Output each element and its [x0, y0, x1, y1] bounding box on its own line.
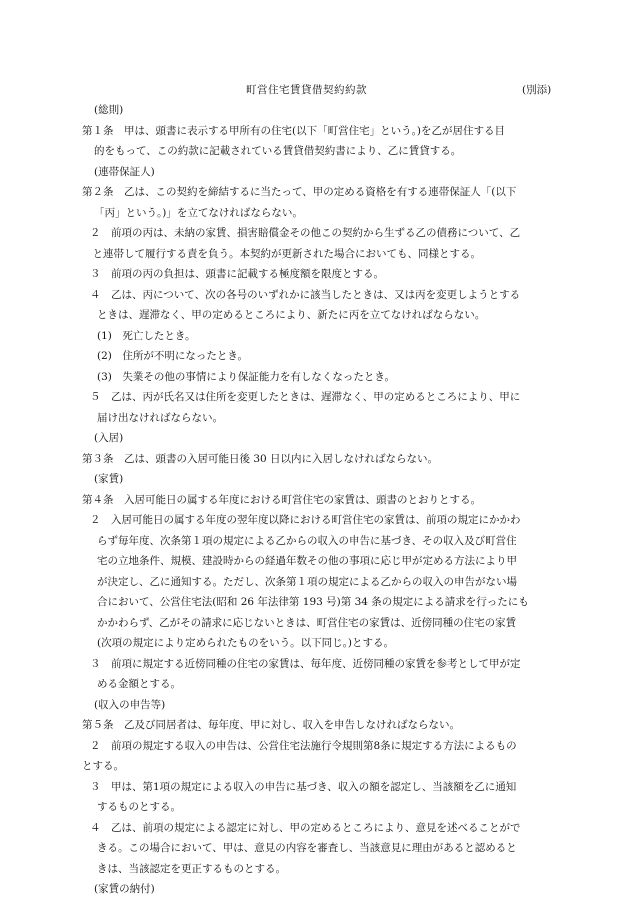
text-line: が決定し、乙に通知する。ただし、次条第１項の規定による乙からの収入の申告がない場	[97, 575, 517, 588]
text-line: 第５条 乙及び同居者は、毎年度、甲に対し、収入を申告しなければならない。	[82, 719, 460, 731]
text-line: 「丙」という。)」を立てなければならない。	[94, 206, 303, 219]
section-heading: (収入の申告等)	[94, 698, 166, 711]
text-line: きる。この場合において、甲は、意見の内容を審査し、当該意見に理由があると認めると	[97, 842, 517, 854]
text-line: ２ 前項の丙は、未納の家賃、損害賠償金その他この契約から生ずる乙の債務について、乙	[90, 227, 521, 239]
text-line: 第１条 甲は、頭書に表示する甲所有の住宅(以下「町営住宅」という。)を乙が居住する目	[82, 124, 505, 137]
text-line: ３ 前項の丙の負担は、頭書に記載する極度額を限度とする。	[90, 268, 384, 280]
text-line: (1) 死亡したとき。	[97, 329, 196, 342]
text-line: かかわらず、乙がその請求に応じないときは、町営住宅の家賃は、近傍同種の住宅の家賃	[97, 616, 517, 629]
text-line: 的をもって、この約款に記載されている賃貸借契約書により、乙に賃貸する。	[94, 145, 462, 157]
document-body	[82, 100, 562, 900]
text-line: (3) 失業その他の事情により保証能力を有しなくなったとき。	[97, 370, 395, 383]
text-line: (次項の規定により定められたものをいう。以下同じ。)とする。	[97, 637, 394, 649]
section-heading: (連帯保証人)	[94, 165, 155, 178]
text-line: める金額とする。	[97, 678, 181, 690]
text-line: するものとする。	[97, 801, 181, 813]
text-line: ２ 入居可能日の属する年度の翌年度以降における町営住宅の家賃は、前項の規定にかかわ	[90, 514, 521, 526]
text-line: ２ 前項の規定する収入の申告は、公営住宅法施行令規則第8条に規定する方法によるもの	[90, 739, 517, 752]
title-row	[0, 80, 630, 100]
text-line: (2) 住所が不明になったとき。	[97, 350, 248, 362]
text-line: ４ 乙は、丙について、次の各号のいずれかに該当したときは、又は丙を変更しようとする	[90, 288, 521, 301]
text-line: ５ 乙は、丙が氏名又は住所を変更したときは、遅滞なく、甲の定めるところにより、甲に	[90, 391, 521, 403]
section-heading: (家賃の納付)	[94, 883, 155, 895]
text-line: 第２条 乙は、この契約を締結するに当たって、甲の定める資格を有する連帯保証人「(以下	[82, 186, 517, 198]
text-line: 合において、公営住宅法(昭和 26 年法律第 193 号)第 34 条の規定による請求を行ったにも	[97, 596, 529, 608]
text-line: 第３条 乙は、頭書の入居可能日後 30 日以内に入居しなければならない。	[82, 452, 439, 465]
text-line: ４ 乙は、前項の規定による認定に対し、甲の定めるところにより、意見を述べることがで	[90, 821, 521, 834]
text-line: ３ 前項に規定する近傍同種の住宅の家賃は、毎年度、近傍同種の家賃を参考として甲が定	[90, 657, 521, 670]
text-line: と連帯して履行する責を負う。本契約が更新された場合においても、同様とする。	[82, 247, 481, 260]
text-line: 第４条 入居可能日の属する年度における町営住宅の家賃は、頭書のとおりとする。	[82, 493, 481, 506]
section-heading: (入居)	[94, 432, 124, 444]
text-line: らず毎年度、次条第１項の規定による乙からの収入の申告に基づき、その収入及び町営住	[97, 534, 517, 547]
text-line: きは、当該認定を更正するものとする。	[97, 862, 286, 875]
text-line: 届け出なければならない。	[97, 411, 223, 424]
text-line: ときは、遅滞なく、甲の定めるところにより、新たに丙を立てなければならない。	[97, 309, 486, 321]
annex-label: (別添)	[522, 84, 552, 96]
text-line: ３ 甲は、第1項の規定による収入の申告に基づき、収入の額を認定し、当該額を乙に通知	[90, 780, 517, 793]
document-title: 町営住宅賃貸借契約約款	[246, 84, 367, 96]
section-heading: (総則)	[94, 104, 124, 116]
text-line: 宅の立地条件、規模、建設時からの経過年数その他の事項に応じ甲が定める方法により甲	[97, 555, 517, 567]
text-line: とする。	[82, 760, 124, 772]
section-heading: (家賃)	[94, 473, 124, 485]
